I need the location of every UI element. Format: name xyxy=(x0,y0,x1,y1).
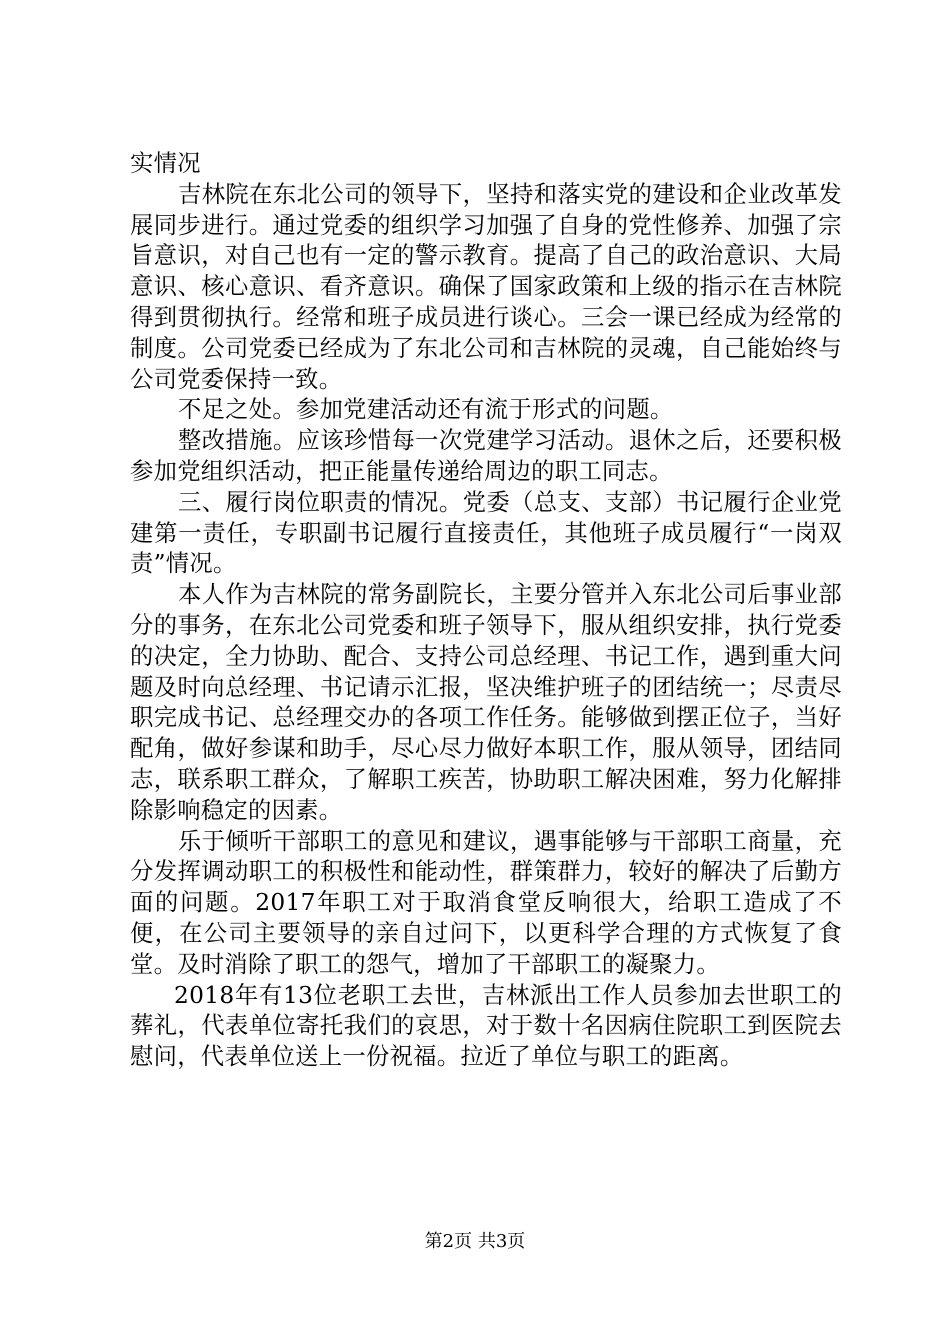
paragraph-party-building: 吉林院在东北公司的领导下，坚持和落实党的建设和企业改革发展同步进行。通过党委的组织学习加强了自身的党性修养、加强了宗旨意识，对自己也有一定的警示教育。提高了自己的政治意识、大局意识、核心意识、看齐意识。确保了国家政策和上级的指示在吉林院得到贯彻执行。经常和班子成员进行谈心。三会一课已经成为经常的制度。公司党委已经成为了东北公司和吉林院的灵魂，自己能始终与公司党委保持一致。 xyxy=(130,180,842,393)
paragraph-duties: 本人作为吉林院的常务副院长，主要分管并入东北公司后事业部分的事务，在东北公司党委和班子领导下，服从组织安排，执行党委的决定，全力协助、配合、支持公司总经理、书记工作，遇到重大问题及时向总经理、书记请示汇报，坚决维护班子的团结统一；尽责尽职完成书记、总经理交办的各项工作任务。能够做到摆正位子，当好配角，做好参谋和助手，尽心尽力做好本职工作，服从领导，团结同志，联系职工群众，了解职工疾苦，协助职工解决困难，努力化解排除影响稳定的因素。 xyxy=(130,581,842,824)
document-body xyxy=(130,149,842,1073)
paragraph-heading-fragment: 实情况 xyxy=(130,150,201,177)
page-number: 第2页 共3页 xyxy=(424,1231,526,1252)
paragraph-rectification: 整改措施。应该珍惜每一次党建学习活动。退休之后，还要积极参加党组织活动，把正能量传递给周边的职工同志。 xyxy=(130,427,842,485)
paragraph-listening: 乐于倾听干部职工的意见和建议，遇事能够与干部职工商量，充分发挥调动职工的积极性和能动性，群策群力，较好的解决了后勤方面的问题。2017年职工对于取消食堂反响很大，给职工造成了不便，在公司主要领导的亲自过问下，以更科学合理的方式恢复了食堂。及时消除了职工的怨气，增加了干部职工的凝聚力。 xyxy=(130,827,842,978)
paragraph-shortcomings: 不足之处。参加党建活动还有流于形式的问题。 xyxy=(178,396,674,424)
paragraph-section-three: 三、履行岗位职责的情况。党委（总支、支部）书记履行企业党建第一责任，专职副书记履行直接责任，其他班子成员履行“一岗双责”情况。 xyxy=(130,488,842,578)
paragraph-2018: 2018年有13位老职工去世，吉林派出工作人员参加去世职工的葬礼，代表单位寄托我们的哀思，对于数十名因病住院职工到医院去慰问，代表单位送上一份祝福。拉近了单位与职工的距离。 xyxy=(130,981,842,1071)
